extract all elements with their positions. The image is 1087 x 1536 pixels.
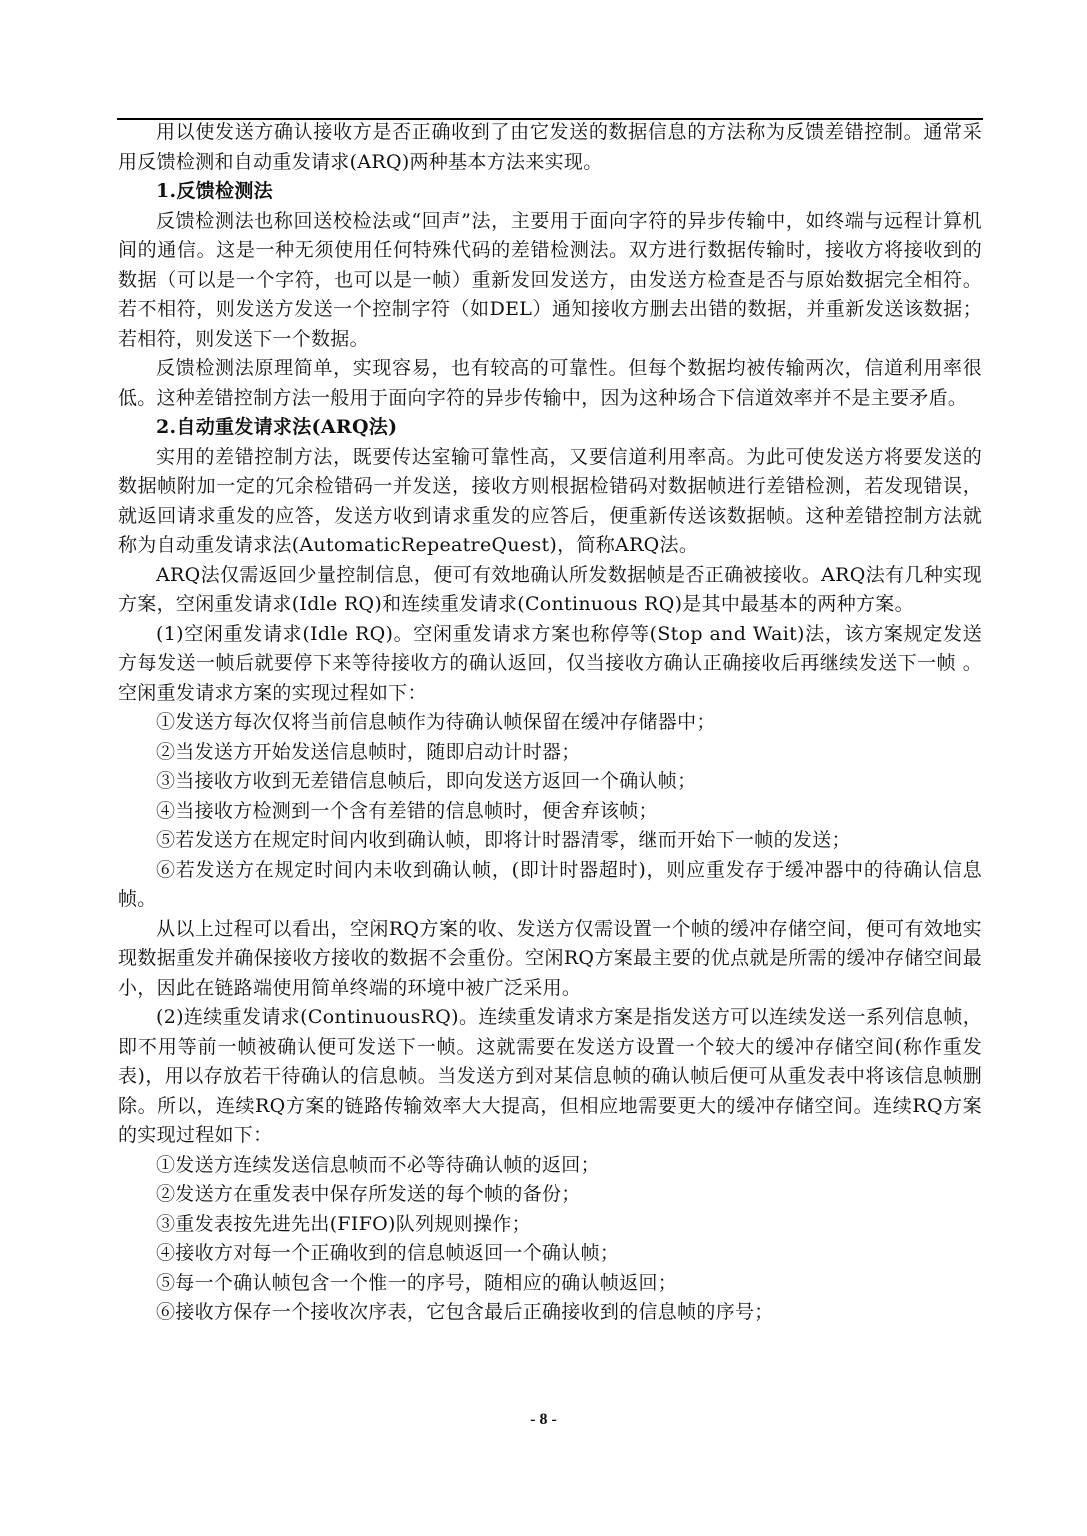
list-item: ①发送方连续发送信息帧而不必等待确认帧的返回； — [156, 1153, 600, 1176]
list-item: ①发送方每次仅将当前信息帧作为待确认帧保留在缓冲存储器中； — [156, 711, 716, 733]
page-number: - 8 - — [530, 1411, 557, 1428]
list-item: ④当接收方检测到一个含有差错的信息帧时，便舍弃该帧； — [156, 799, 658, 822]
section-heading: 2.自动重发请求法(ARQ法) — [156, 416, 398, 438]
list-item: ②发送方在重发表中保存所发送的每个帧的备份； — [156, 1183, 581, 1205]
list-item: ⑤每一个确认帧包含一个惟一的序号，随相应的确认帧返回； — [156, 1271, 678, 1294]
paragraph: 反馈检测法原理简单，实现容易，也有较高的可靠性。但每个数据均被传输两次，信道利用率很低。这种差错控制方法一般用于面向字符的异步传输中，因为这种场合下信道效率并不是主要矛盾。 — [118, 357, 982, 409]
list-item: ⑥接收方保存一个接收次序表，它包含最后正确接收到的信息帧的序号； — [156, 1301, 774, 1323]
paragraph: ⑥若发送方在规定时间内未收到确认帧，(即计时器超时)，则应重发存于缓冲器中的待确认信息帧。 — [118, 858, 982, 910]
paragraph: 从以上过程可以看出，空闲RQ方案的收、发送方仅需设置一个帧的缓冲存储空间，便可有效地实现数据重发并确保接收方接收的数据不会重份。空闲RQ方案最主要的优点就是所需的缓冲存储空间最小，因此在链路端使用简单终端的环境中被广泛采用。 — [118, 917, 982, 999]
list-item: ③重发表按先进先出(FIFO)队列规则操作； — [156, 1212, 531, 1235]
list-item: ⑤若发送方在规定时间内收到确认帧，即将计时器清零，继而开始下一帧的发送； — [156, 829, 851, 851]
list-item: ③当接收方收到无差错信息帧后，即向发送方返回一个确认帧； — [156, 770, 697, 792]
paragraph: (2)连续重发请求(ContinuousRQ)。连续重发请求方案是指发送方可以连续发送一系列信息帧，即不用等前一帧被确认便可发送下一帧。这就需要在发送方设置一个较大的缓冲存储空间(称作重发表)，用以存放若干待确认的信息帧。当发送方到对某信息帧的确认帧后便可从重发表中将该信息帧删除。所以，连续RQ方案的链路传输效率大大提高，但相应地需要更大的缓冲存储空间。连续RQ方案的实现过程如下： — [118, 1006, 982, 1146]
paragraph: 反馈检测法也称回送校检法或“回声”法，主要用于面向字符的异步传输中，如终端与远程计算机间的通信。这是一种无须使用任何特殊代码的差错检测法。双方进行数据传输时，接收方将接收到的数据（可以是一个字符，也可以是一帧）重新发回发送方，由发送方检查是否与原始数据完全相符。若不相符，则发送方发送一个控制字符（如DEL）通知接收方删去出错的数据，并重新发送该数据；若相符，则发送下一个数据。 — [118, 209, 982, 350]
paragraph: 实用的差错控制方法，既要传达室输可靠性高，又要信道利用率高。为此可使发送方将要发送的数据帧附加一定的冗余检错码一并发送，接收方则根据检错码对数据帧进行差错检测，若发现错误，就返回请求重发的应答，发送方收到请求重发的应答后，便重新传送该数据帧。这种差错控制方法就称为自动重发请求法(AutomaticRepeatreQuest)，简称ARQ法。 — [118, 445, 982, 556]
paragraph: 用以使发送方确认接收方是否正确收到了由它发送的数据信息的方法称为反馈差错控制。通常采用反馈检测和自动重发请求(ARQ)两种基本方法来实现。 — [118, 121, 982, 173]
body-text — [118, 118, 982, 1328]
paragraph: ARQ法仅需返回少量控制信息，便可有效地确认所发数据帧是否正确被接收。ARQ法有几种实现方案，空闲重发请求(Idle RQ)和连续重发请求(Continuous RQ)是其中最基本的两种方案。 — [118, 563, 982, 615]
list-item: ②当发送方开始发送信息帧时，随即启动计时器； — [156, 740, 581, 763]
list-item: ④接收方对每一个正确收到的信息帧返回一个确认帧； — [156, 1242, 620, 1264]
section-heading: 1.反馈检测法 — [156, 180, 273, 202]
paragraph: (1)空闲重发请求(Idle RQ)。空闲重发请求方案也称停等(Stop and Wait)法，该方案规定发送方每发送一帧后就要停下来等待接收方的确认返回，仅当接收方确认正确接收后再继续发送下一帧 。空闲重发请求方案的实现过程如下： — [118, 622, 982, 704]
